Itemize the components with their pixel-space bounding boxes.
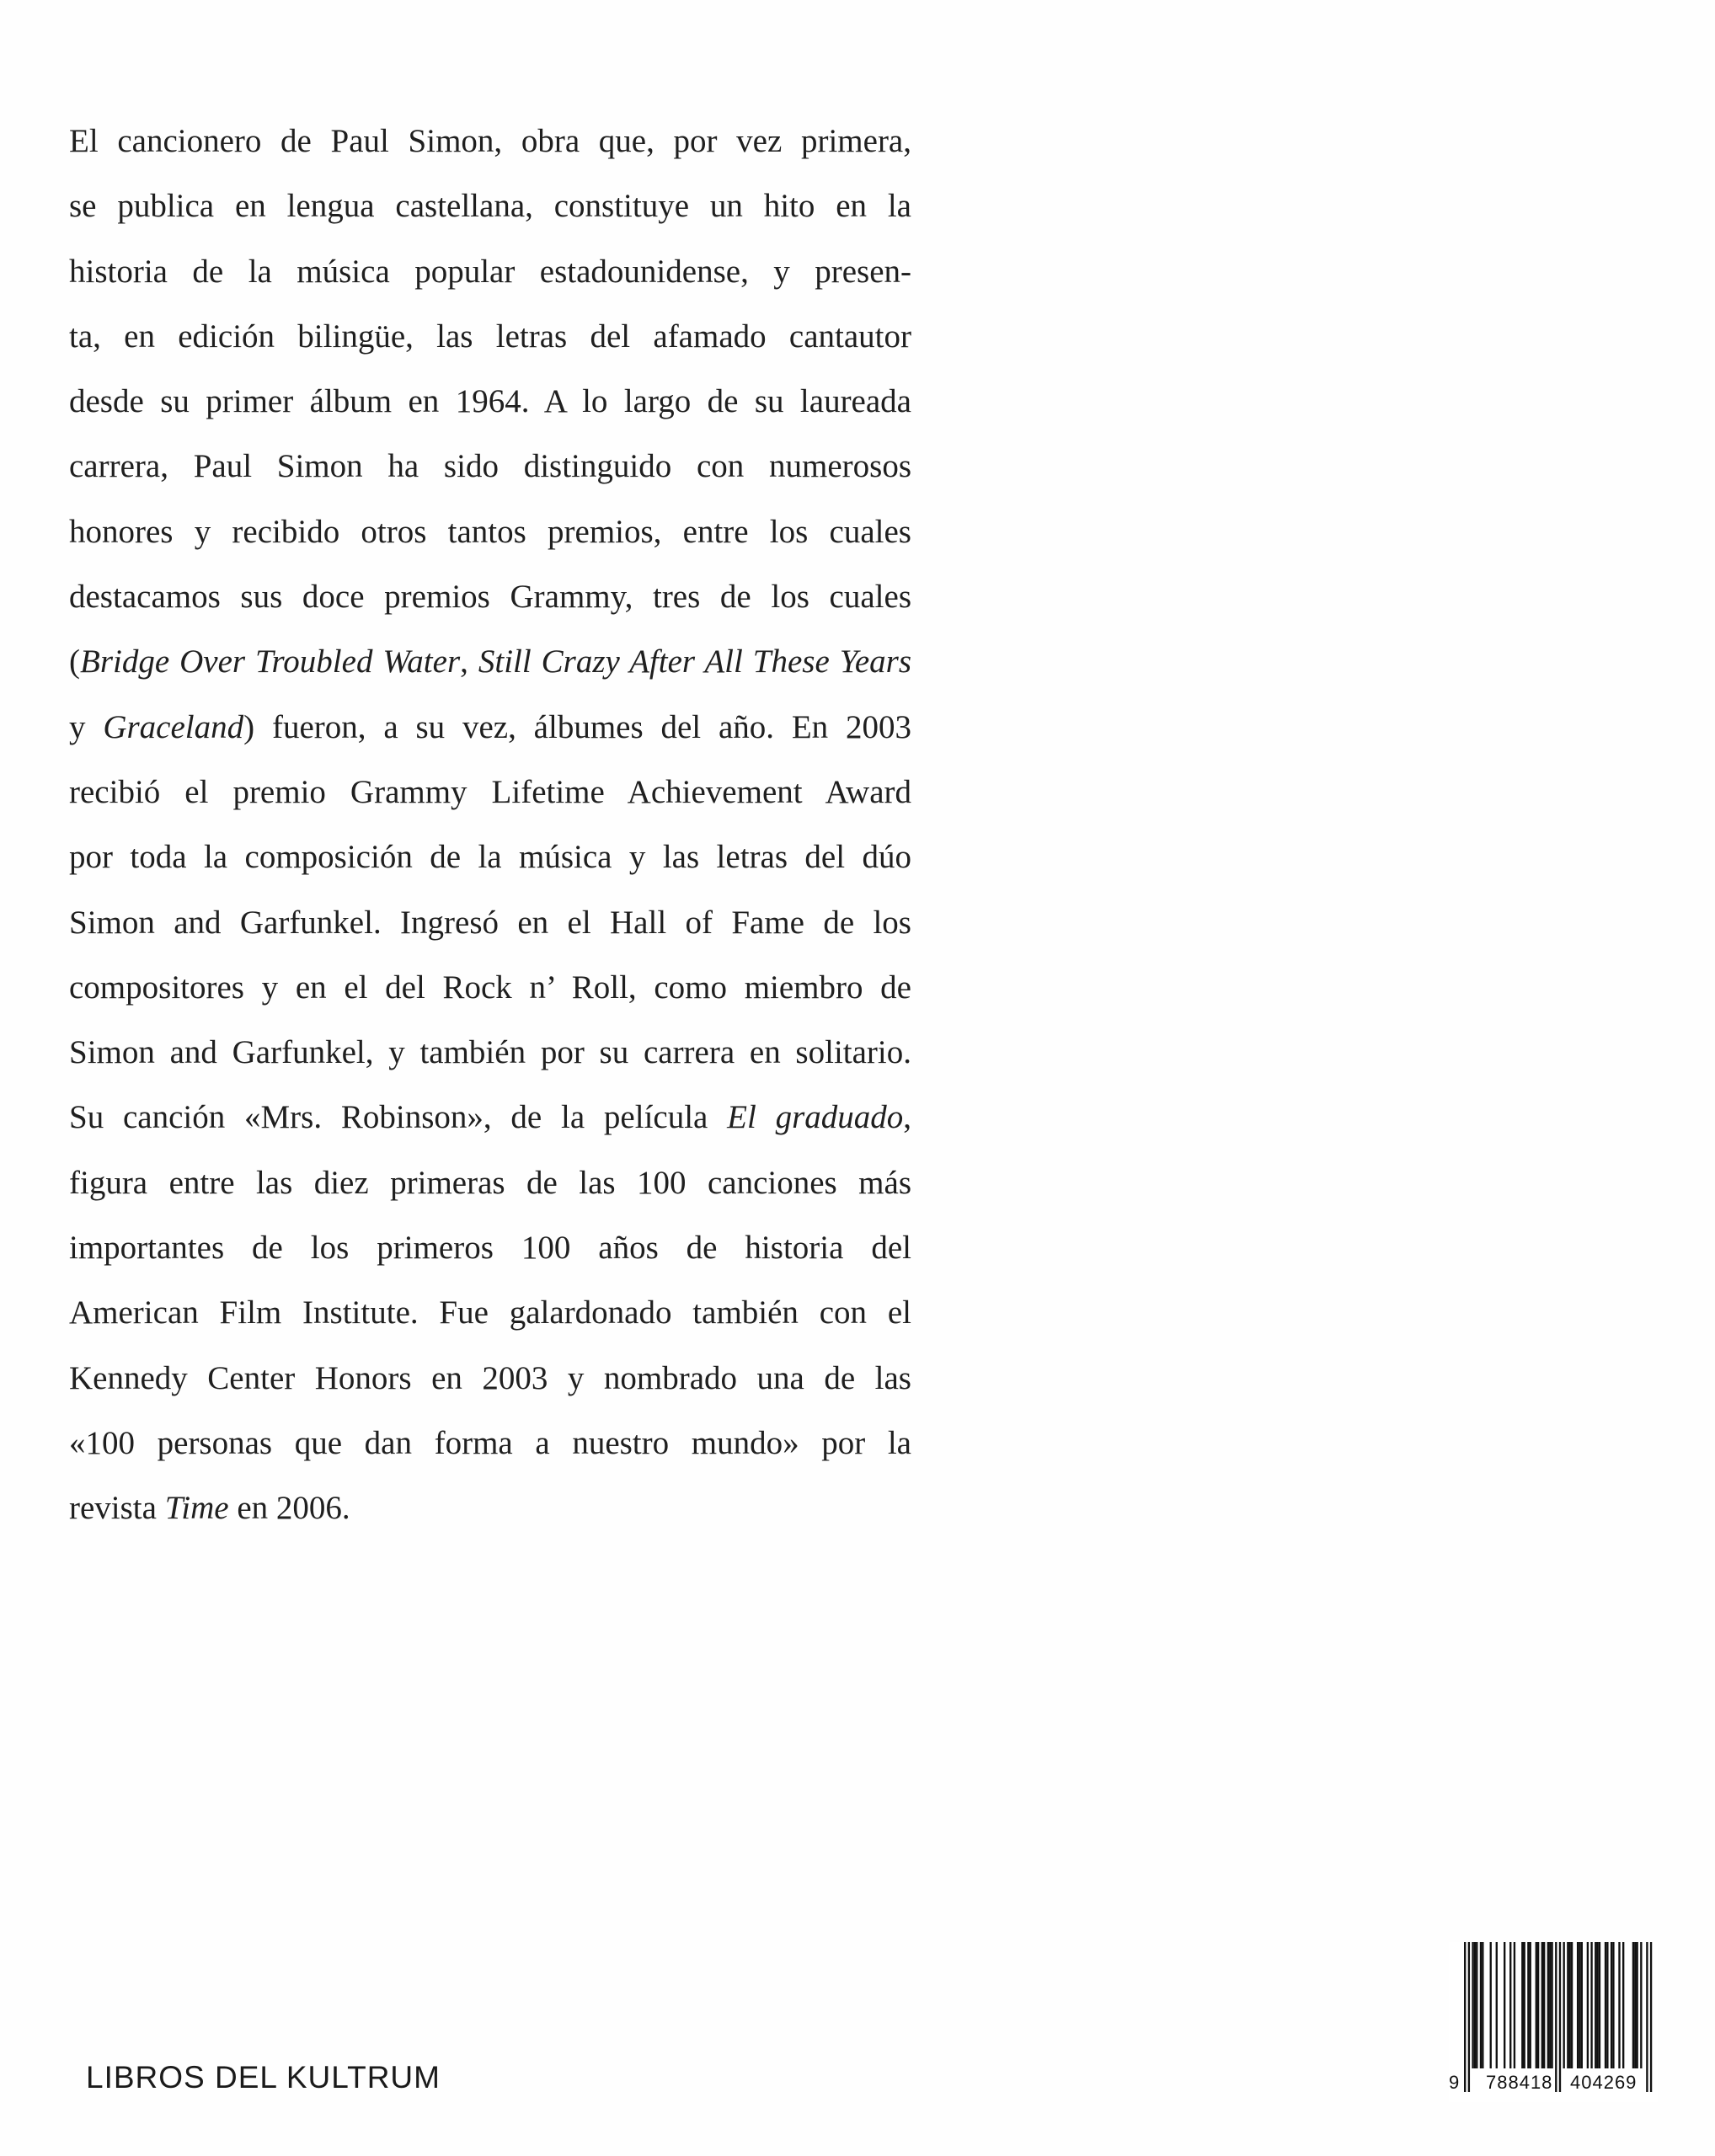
text-line (69, 971, 911, 1036)
barcode-bar (1599, 1942, 1600, 2068)
text-line (69, 189, 911, 254)
text-run: , (460, 643, 478, 680)
text-line (69, 1424, 911, 1492)
barcode-bar (1577, 1942, 1579, 2068)
text-run: Simon and Garfunkel, y también por su carrera en solitario. (69, 1034, 911, 1071)
text-run: historia de la música popular estadounidense, y presen- (69, 253, 911, 290)
barcode-bar (1563, 1942, 1565, 2068)
barcode-guard-bar (1650, 1942, 1652, 2092)
barcode-bar (1567, 1942, 1568, 2068)
italic-title: Still Crazy After All These Years (478, 643, 911, 680)
text-line (69, 773, 911, 841)
barcode-bar (1472, 1942, 1473, 2068)
text-line (69, 841, 911, 905)
text-run: ) fueron, a su vez, álbumes del año. En 2003 (243, 708, 911, 745)
barcode-bar (1496, 1942, 1498, 2068)
barcode-bar (1490, 1942, 1492, 2068)
text-line (69, 1359, 911, 1427)
text-run: carrera, Paul Simon ha sido distinguido con numerosos (69, 448, 911, 485)
text-line (69, 255, 911, 320)
barcode-bar (1514, 1942, 1515, 2068)
italic-title: Graceland (103, 708, 244, 745)
barcode-bar (1530, 1942, 1531, 2068)
barcode-bar (1476, 1942, 1477, 2068)
text-run: ta, en edición bilingüe, las letras del afamado cantautor (69, 318, 911, 355)
barcode-bar (1606, 1942, 1608, 2068)
barcode-bar (1596, 1942, 1598, 2068)
text-run: ( (69, 643, 80, 680)
text-run: revista (69, 1490, 165, 1527)
isbn-left-group: 788418 (1486, 2072, 1553, 2093)
barcode-bar (1590, 1942, 1592, 2068)
barcode-bar (1622, 1942, 1624, 2068)
barcode-bar (1480, 1942, 1482, 2068)
text-line (69, 1231, 911, 1296)
text-run: y (69, 708, 104, 745)
text-run: Simon and Garfunkel. Ingresó en el Hall of Fame de los (69, 904, 911, 941)
barcode-bar (1579, 1942, 1580, 2068)
text-line (69, 125, 911, 189)
text-line (69, 515, 911, 580)
text-line (69, 320, 911, 385)
barcode-bar (1543, 1942, 1545, 2068)
synopsis-text (69, 125, 911, 1557)
text-run: honores y recibido otros tantos premios, entre los cuales (69, 513, 911, 550)
barcode-bar (1541, 1942, 1543, 2068)
text-run: compositores y en el del Rock n’ Roll, como miembro de (69, 969, 911, 1006)
text-line (69, 580, 911, 645)
barcode-bar (1632, 1942, 1634, 2068)
barcode-bar (1634, 1942, 1636, 2068)
barcode-guard-bar (1555, 1942, 1557, 2092)
text-run: Kennedy Center Honors en 2003 y nombrado una de las (69, 1359, 911, 1396)
text-run: desde su primer álbum en 1964. A lo largo de su laureada (69, 383, 911, 420)
barcode-bar (1581, 1942, 1583, 2068)
text-run: por toda la composición de la música y las letras del dúo (69, 839, 911, 876)
italic-title: Bridge Over Troubled Water (80, 643, 461, 680)
barcode-bar (1569, 1942, 1571, 2068)
barcode-bar (1636, 1942, 1638, 2068)
text-line (69, 450, 911, 515)
barcode-bar (1551, 1942, 1552, 2068)
barcode-bar (1618, 1942, 1620, 2068)
barcode-bar (1474, 1942, 1476, 2068)
barcode-guard-bar (1468, 1942, 1470, 2092)
text-line (69, 1166, 911, 1231)
barcode-bar (1595, 1942, 1596, 2068)
barcode-bar (1536, 1942, 1537, 2068)
barcode-bar (1521, 1942, 1523, 2068)
barcode-guard-bar (1559, 1942, 1561, 2092)
barcode-bar (1611, 1942, 1612, 2068)
text-run: recibió el premio Grammy Lifetime Achievement Award (69, 773, 911, 810)
barcode-bar (1640, 1942, 1642, 2068)
text-run: Su canción «Mrs. Robinson», de la película (69, 1099, 728, 1136)
text-run: en 2006. (228, 1490, 350, 1527)
text-run: American Film Institute. Fue galardonado también con el (69, 1294, 911, 1331)
barcode-bar (1482, 1942, 1483, 2068)
text-line (69, 1296, 911, 1361)
barcode-bar (1509, 1942, 1511, 2068)
text-run: «100 personas que dan forma a nuestro mundo» por la (69, 1424, 911, 1461)
italic-title: Time (164, 1490, 229, 1527)
isbn-barcode (1449, 1942, 1658, 2102)
text-line (69, 1492, 911, 1556)
barcode-bar (1524, 1942, 1525, 2068)
barcode-bar (1504, 1942, 1505, 2068)
isbn-right-group: 404269 (1570, 2072, 1638, 2093)
text-line (69, 1101, 911, 1166)
barcode-bar (1605, 1942, 1606, 2068)
text-run: El cancionero de Paul Simon, obra que, por vez primera, (69, 123, 911, 159)
italic-title: El graduado (727, 1099, 904, 1136)
text-line (69, 708, 911, 776)
barcode-bar (1527, 1942, 1529, 2068)
publisher-name: LIBROS DEL KULTRUM (86, 2060, 441, 2095)
isbn-first-digit: 9 (1449, 2072, 1460, 2093)
text-run: importantes de los primeros 100 años de historia del (69, 1230, 911, 1267)
text-run: figura entre las diez primeras de las 100 canciones más (69, 1164, 911, 1201)
barcode-bar (1612, 1942, 1614, 2068)
barcode-guard-bar (1464, 1942, 1466, 2092)
barcode-bar (1547, 1942, 1549, 2068)
text-run: se publica en lengua castellana, constituye un hito en la (69, 188, 911, 225)
text-line (69, 385, 911, 450)
text-run: destacamos sus doce premios Grammy, tres de los cuales (69, 579, 911, 616)
barcode-bar (1571, 1942, 1573, 2068)
text-line (69, 1036, 911, 1101)
barcode-bar (1587, 1942, 1589, 2068)
barcode-bar (1537, 1942, 1539, 2068)
text-line (69, 906, 911, 971)
text-run: , (903, 1099, 911, 1136)
barcode-guard-bar (1646, 1942, 1648, 2092)
barcode-bar (1549, 1942, 1551, 2068)
text-line (69, 645, 911, 710)
